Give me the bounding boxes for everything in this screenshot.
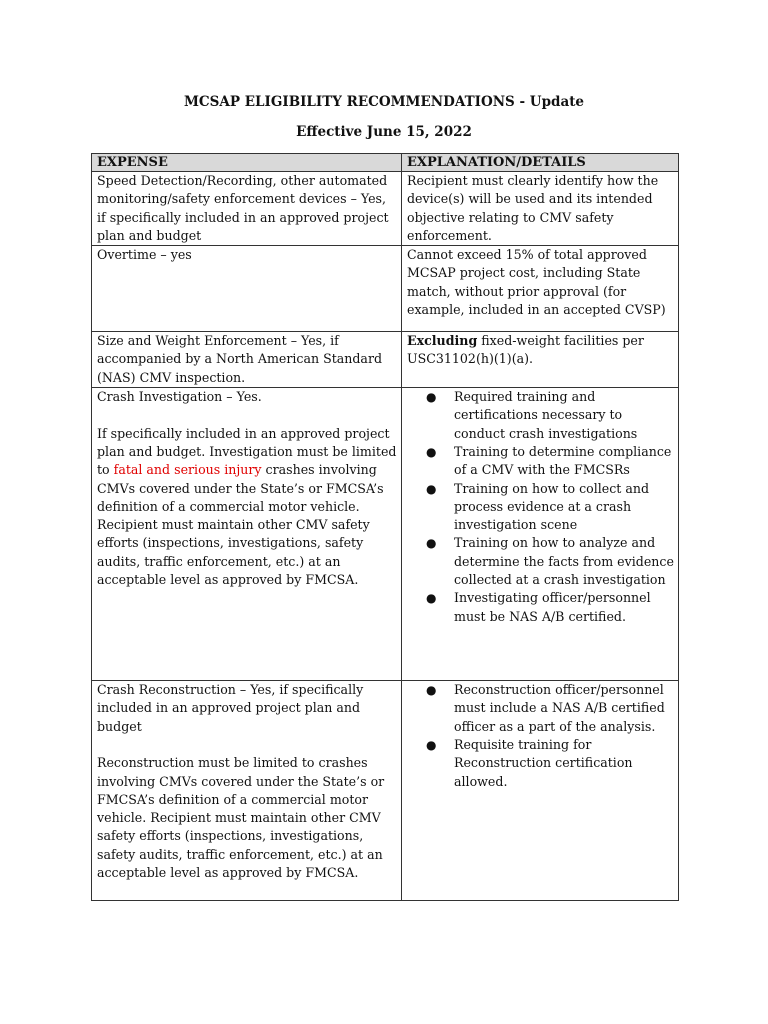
details-text: Cannot exceed 15% of total approved MCSAP project cost, including State match, without prior approval (for example, included in an accepted CVSP) — [407, 247, 666, 318]
details-text: Recipient must clearly identify how the device(s) will be used and its intended objective relating to CMV safety enforcement. — [407, 173, 659, 243]
bullet-text: Required training and certifications necessary to conduct crash investigations — [454, 389, 638, 441]
bullet-icon: ● — [426, 390, 437, 405]
table-row — [92, 246, 679, 332]
expense-lead: Crash Investigation – Yes. — [97, 389, 262, 405]
expense-cell — [92, 388, 402, 681]
expense-cell — [92, 246, 402, 332]
bullet-icon: ● — [426, 536, 437, 551]
list-item — [407, 589, 674, 626]
bullet-text: Reconstruction officer/personnel must include a NAS A/B certified officer as a part of the analysis. — [454, 682, 665, 734]
bullet-list — [407, 681, 674, 791]
bullet-icon: ● — [426, 444, 437, 459]
details-cell — [402, 681, 679, 901]
bullet-icon: ● — [426, 737, 437, 752]
expense-pre: If specifically included in an approved project plan and budget. Investigation must be limited to — [97, 425, 397, 478]
table-row — [92, 388, 679, 681]
details-text — [407, 332, 674, 369]
expense-lead: Crash Reconstruction – Yes, if specifically included in an approved project plan and budget — [97, 682, 364, 734]
bullet-text: Training to determine compliance of a CMV with the FMCSRs — [454, 443, 672, 478]
bullet-list — [407, 388, 674, 626]
details-bold: Excluding — [407, 333, 478, 349]
effective-date: Effective June 15, 2022 — [296, 124, 472, 140]
details-rest: fixed-weight facilities per USC31102(h)(1)(a). — [407, 333, 644, 367]
details-cell — [402, 246, 679, 332]
expense-cell — [92, 332, 402, 388]
list-item — [407, 736, 674, 791]
list-item — [407, 443, 674, 480]
bullet-icon: ● — [426, 481, 437, 496]
expense-text — [97, 425, 397, 590]
expense-cell — [92, 172, 402, 246]
header-expense: EXPENSE — [92, 154, 402, 172]
page-title: MCSAP ELIGIBILITY RECOMMENDATIONS - Update — [183, 94, 585, 110]
list-item — [407, 681, 674, 736]
list-item — [407, 480, 674, 535]
expense-text: Speed Detection/Recording, other automated monitoring/safety enforcement devices – Yes, if specifically included in an approved project plan and budget — [97, 173, 389, 243]
table-row — [92, 172, 679, 246]
table-row — [92, 332, 679, 388]
bullet-text: Investigating officer/personnel must be NAS A/B certified. — [454, 590, 651, 624]
bullet-text: Training on how to analyze and determine the facts from evidence collected at a crash investigation — [454, 535, 674, 588]
bullet-icon: ● — [426, 591, 437, 606]
header-explanation: EXPLANATION/DETAILS — [402, 154, 679, 172]
bullet-text: Training on how to collect and process evidence at a crash investigation scene — [454, 480, 650, 533]
expense-text: Size and Weight Enforcement – Yes, if accompanied by a North American Standard (NAS) CMV inspection. — [97, 333, 383, 385]
bullet-text: Requisite training for Reconstruction certification allowed. — [454, 736, 633, 789]
details-cell — [402, 172, 679, 246]
bullet-icon: ● — [426, 683, 437, 698]
details-cell — [402, 332, 679, 388]
expense-post: crashes involving CMVs covered under the State’s or FMCSA’s definition of a commercial motor vehicle. Recipient must maintain other CMV safety efforts (inspections, investigations, safety audits, traffic enforcement, etc.) at an acceptable level as approved by FMCSA. — [97, 462, 384, 588]
expense-cell — [92, 681, 402, 901]
eligibility-table — [91, 153, 679, 901]
table-row — [92, 681, 679, 901]
highlight-text: fatal and serious injury — [113, 462, 262, 478]
list-item — [407, 534, 674, 589]
expense-text: Overtime – yes — [97, 247, 192, 263]
details-cell — [402, 388, 679, 681]
table-header-row — [92, 154, 679, 172]
expense-text: Reconstruction must be limited to crashes involving CMVs covered under the State’s or FMCSA’s definition of a commercial motor vehicle. Recipient must maintain other CMV safety efforts (inspections, investigations, safety audits, traffic enforcement, etc.) at an acceptable level as approved by FMCSA. — [97, 755, 385, 881]
list-item — [407, 388, 674, 443]
